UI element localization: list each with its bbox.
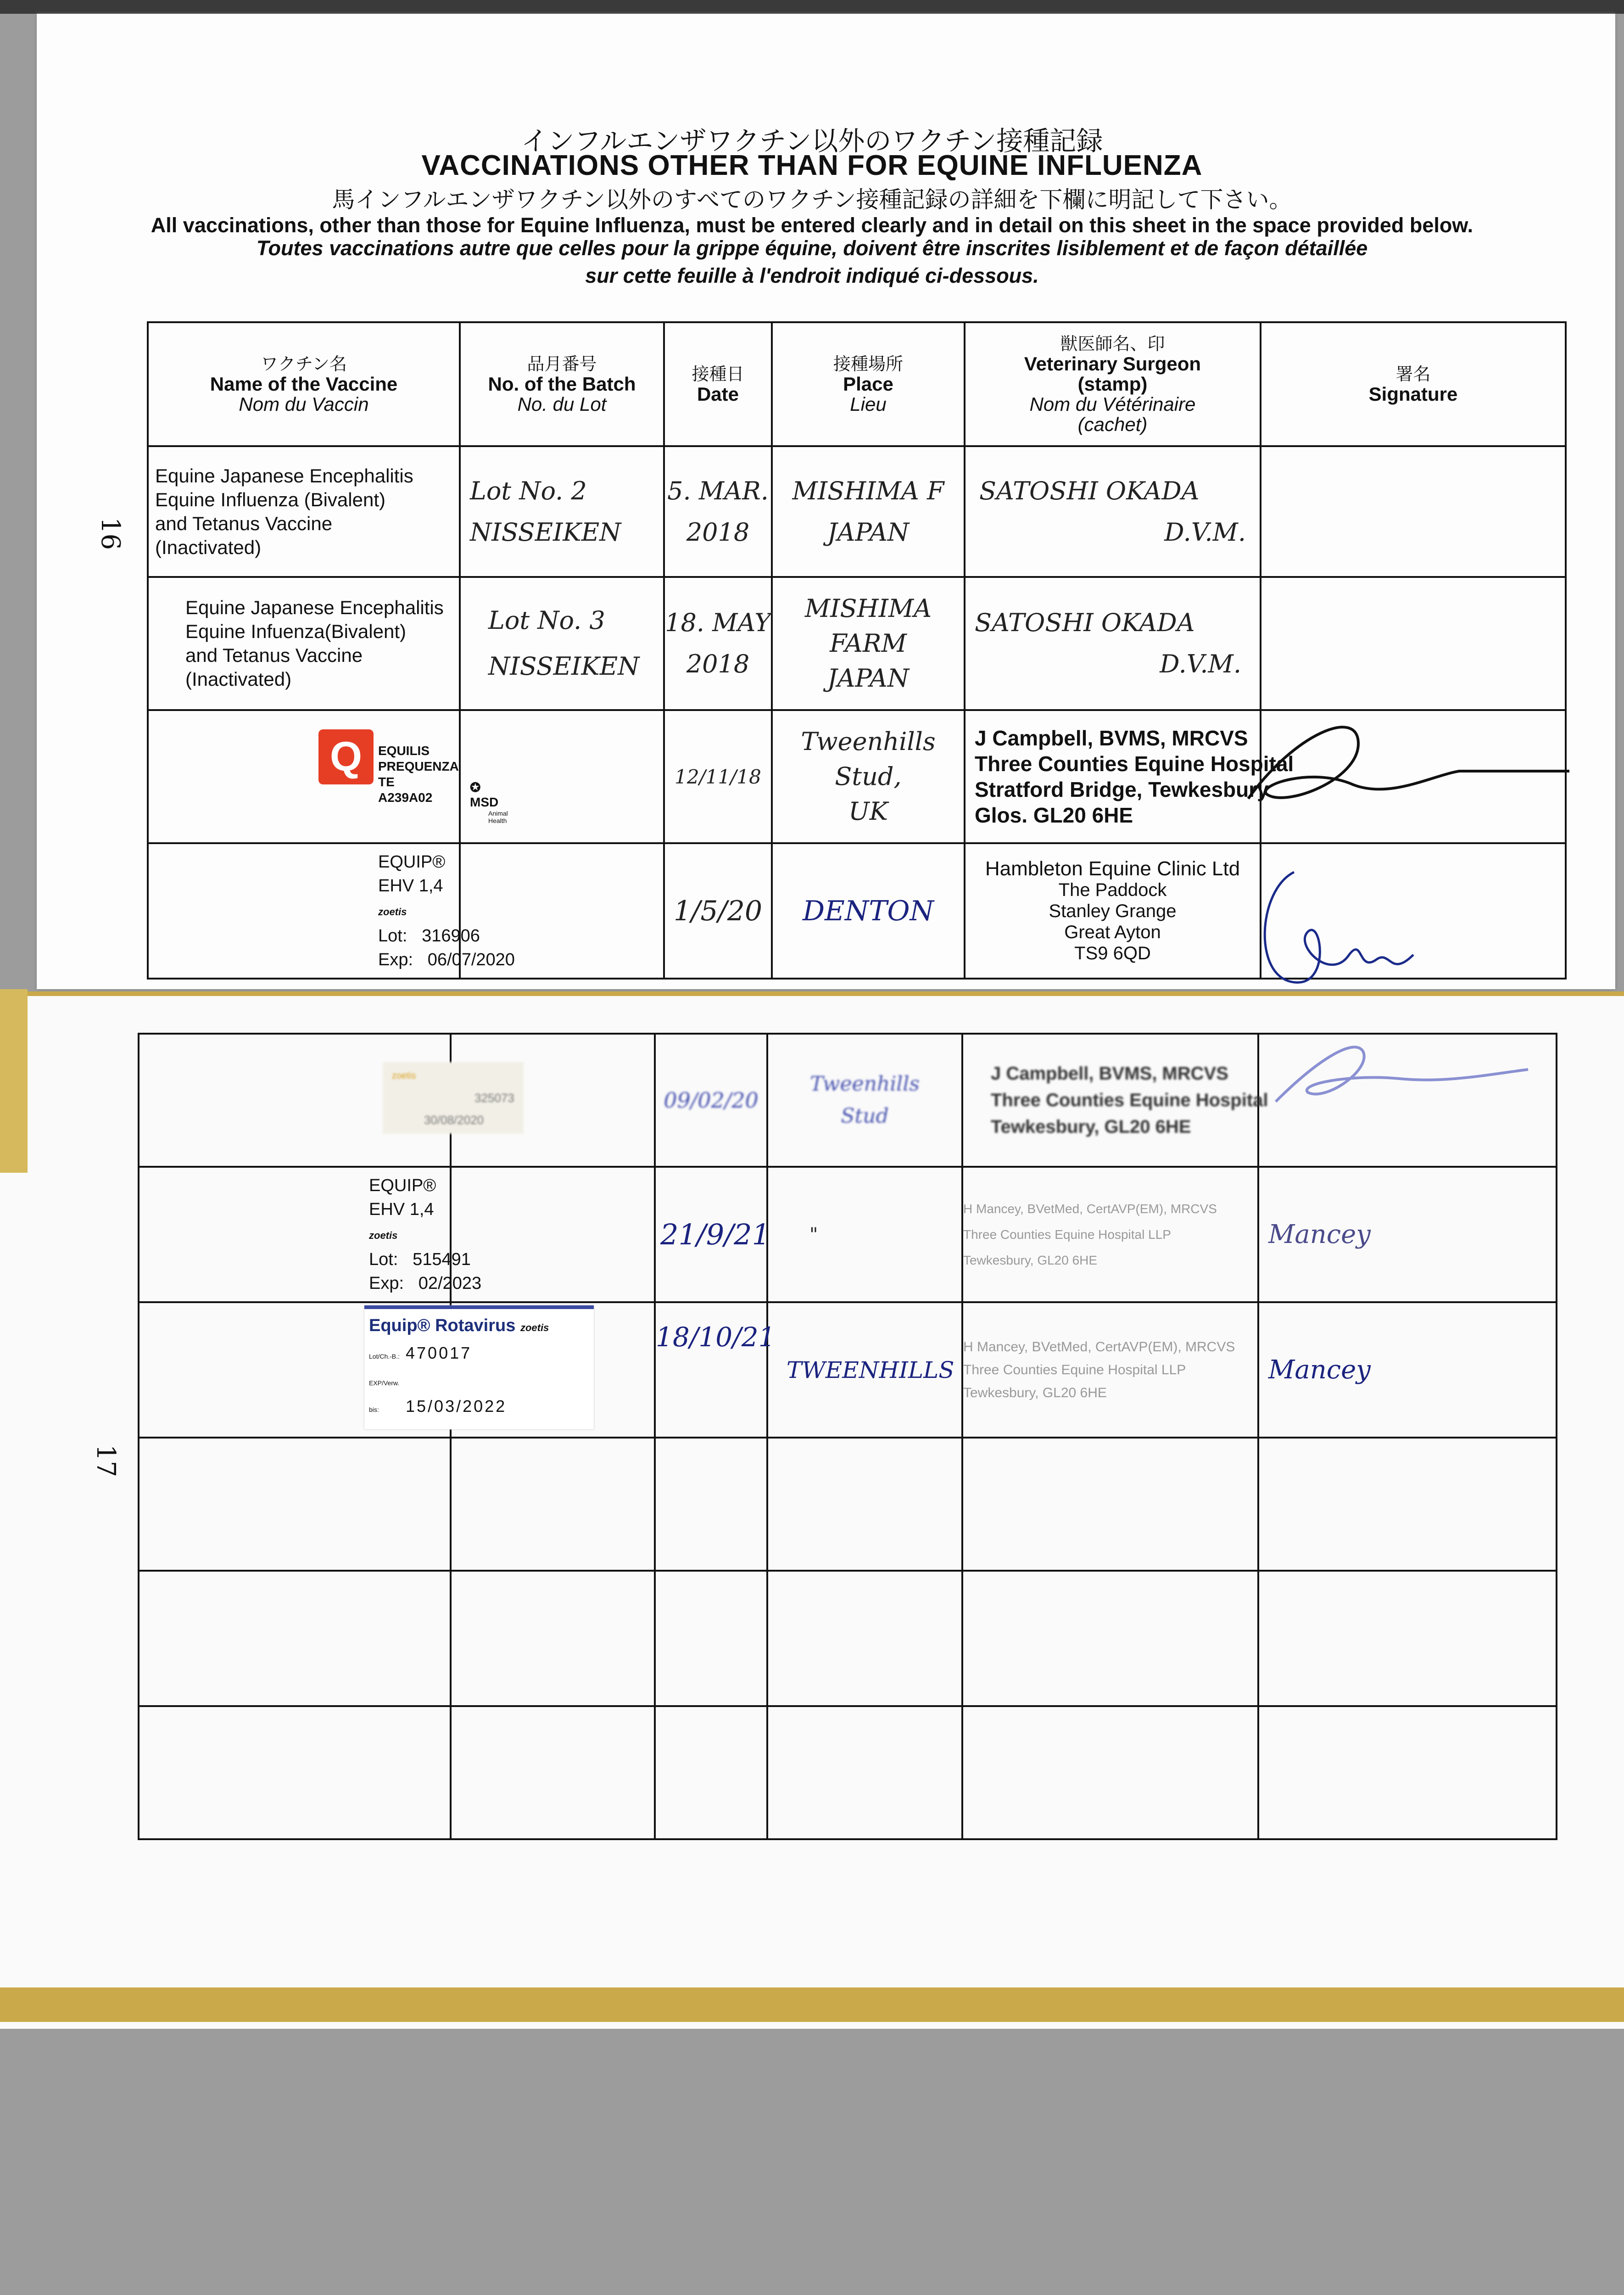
vet-stamp-cell: Hambleton Equine Clinic Ltd The Paddock Stanley Grange Great Ayton TS9 6QD <box>965 843 1261 979</box>
instruction-french-line1: Toutes vaccinations autre que celles pour la grippe équine, doivent être inscrites lisiblement et de façon détaillée <box>256 236 1368 260</box>
vaccine-sticker-cell <box>148 710 508 843</box>
vaccine-name-cell: Equine Japanese Encephalitis Equine Infuenza(Bivalent) and Tetanus Vaccine (Inactivated) <box>148 577 460 710</box>
batch-cell <box>451 1034 655 1167</box>
vaccine-sticker: EQUIP® EHV 1,4 zoetis Lot: 515491 Exp: 02/2023 <box>369 1176 482 1293</box>
table-row <box>148 577 1566 710</box>
vet-stamp-cell: J Campbell, BVMS, MRCVS Three Counties Equine Hospital Stratford Bridge, Tewkesbury Glos. GL20 6HE <box>965 710 1261 843</box>
msd-icon: ✪ <box>470 780 481 795</box>
table-row-empty <box>139 1438 1557 1571</box>
vaccine-sticker-cell <box>148 843 515 979</box>
batch-cell: Lot No. 2 NISSEIKEN <box>460 446 664 577</box>
title-japanese: インフルエンザワクチン以外のワクチン接種記録 <box>521 125 1103 157</box>
date-cell: 09/02/20 <box>655 1034 767 1167</box>
place-cell: MISHIMA FARM JAPAN <box>772 577 965 710</box>
col-header-vaccine-name: ワクチン名 Name of the Vaccine Nom du Vaccin <box>148 322 460 446</box>
place-cell: TWEENHILLS <box>767 1302 962 1438</box>
place-cell: Tweenhills Stud <box>767 1034 962 1167</box>
table-header-row <box>148 322 1566 446</box>
date-cell: 12/11/18 <box>664 710 772 843</box>
vet-stamp-cell: J Campbell, BVMS, MRCVS Three Counties Equine Hospital Tewkesbury, GL20 6HE <box>962 1034 1258 1167</box>
booklet-cover-edge-left <box>0 989 28 1173</box>
signature-scribble-hambleton <box>1239 863 1432 1001</box>
signature-cell <box>1261 577 1566 710</box>
q-logo: Q <box>318 729 374 784</box>
date-cell: 1/5/20 <box>664 843 772 979</box>
place-cell: MISHIMA F JAPAN <box>772 446 965 577</box>
batch-cell: Lot No. 3 NISSEIKEN <box>460 577 664 710</box>
batch-cell <box>451 1167 655 1302</box>
date-cell: 21/9/21 <box>655 1167 767 1302</box>
batch-cell <box>451 1302 655 1438</box>
msd-logo: ✪ MSD Animal Health <box>470 780 508 824</box>
place-cell: Tweenhills Stud, UK <box>772 710 965 843</box>
vet-stamp-cell: H Mancey, BVetMed, CertAVP(EM), MRCVS Three Counties Equine Hospital LLP Tewkesbury, GL20 6HE <box>962 1302 1258 1438</box>
date-cell: 18/10/21 <box>655 1302 767 1438</box>
batch-cell <box>460 710 664 843</box>
vet-stamp-cell: H Mancey, BVetMed, CertAVP(EM), MRCVS Three Counties Equine Hospital LLP Tewkesbury, GL20 6HE <box>962 1167 1258 1302</box>
col-header-date: 接種日 Date <box>664 322 772 446</box>
vaccine-sticker: EQUIP® EHV 1,4 zoetis Lot: 316906 Exp: 06/07/2020 <box>378 852 515 969</box>
vaccine-sticker-cell <box>139 1302 549 1438</box>
table-row-empty <box>139 1571 1557 1706</box>
instruction-english: All vaccinations, other than those for Equine Influenza, must be entered clearly and in detail on this sheet in the space provided below. <box>151 213 1473 237</box>
booklet-cover-edge <box>0 1987 1624 2022</box>
page-number-top: 16 <box>95 517 126 550</box>
vaccine-sticker: zoetis 325073 30/08/2020 <box>383 1062 524 1134</box>
place-cell: DENTON <box>772 843 965 979</box>
signature-cell <box>1261 446 1566 577</box>
vet-cell: SATOSHI OKADA D.V.M. <box>965 577 1261 710</box>
col-header-batch: 品月番号 No. of the Batch No. du Lot <box>460 322 664 446</box>
signature-scribble-campbell <box>1239 716 1574 822</box>
vaccination-table-bottom <box>138 1033 1557 1840</box>
page-number-bottom: 17 <box>91 1444 121 1478</box>
rotavirus-sticker: Equip® Rotavirus zoetis Lot/Ch.-B.: 470017 EXP/Verw. bis: 15/03/2022 <box>364 1305 594 1429</box>
signature-scribble-blurred <box>1262 1033 1537 1115</box>
scanner-top-band <box>0 0 1624 14</box>
col-header-signature: 署名 Signature <box>1261 322 1566 446</box>
table-row <box>148 446 1566 577</box>
table-row-empty <box>139 1706 1557 1839</box>
col-header-place: 接種場所 Place Lieu <box>772 322 965 446</box>
title-english: VACCINATIONS OTHER THAN FOR EQUINE INFLUENZA <box>421 150 1203 181</box>
table-row <box>139 1302 1557 1438</box>
signature-cell: Mancey <box>1258 1167 1557 1302</box>
place-cell: " <box>767 1167 962 1302</box>
vet-cell: SATOSHI OKADA D.V.M. <box>965 446 1261 577</box>
signature-cell: Mancey <box>1258 1302 1557 1438</box>
vaccine-name-cell: Equine Japanese Encephalitis Equine Influenza (Bivalent) and Tetanus Vaccine (Inactivated) <box>148 446 460 577</box>
vaccine-sticker-cell <box>139 1034 514 1167</box>
date-cell: 18. MAY 2018 <box>664 577 772 710</box>
date-cell: 5. MAR. 2018 <box>664 446 772 577</box>
batch-cell <box>460 843 664 979</box>
vaccine-sticker-cell <box>139 1167 482 1302</box>
instruction-french-line2: sur cette feuille à l'endroit indiqué ci-dessous. <box>585 264 1039 287</box>
table-row <box>139 1167 1557 1302</box>
instruction-japanese: 馬インフルエンザワクチン以外のすべてのワクチン接種記録の詳細を下欄に明記して下さい。 <box>332 186 1292 213</box>
col-header-vet: 獣医師名、印 Veterinary Surgeon (stamp) Nom du Vétérinaire (cachet) <box>965 322 1261 446</box>
vaccine-sticker: EQUILIS PREQUENZA TE A239A02 <box>378 744 458 805</box>
